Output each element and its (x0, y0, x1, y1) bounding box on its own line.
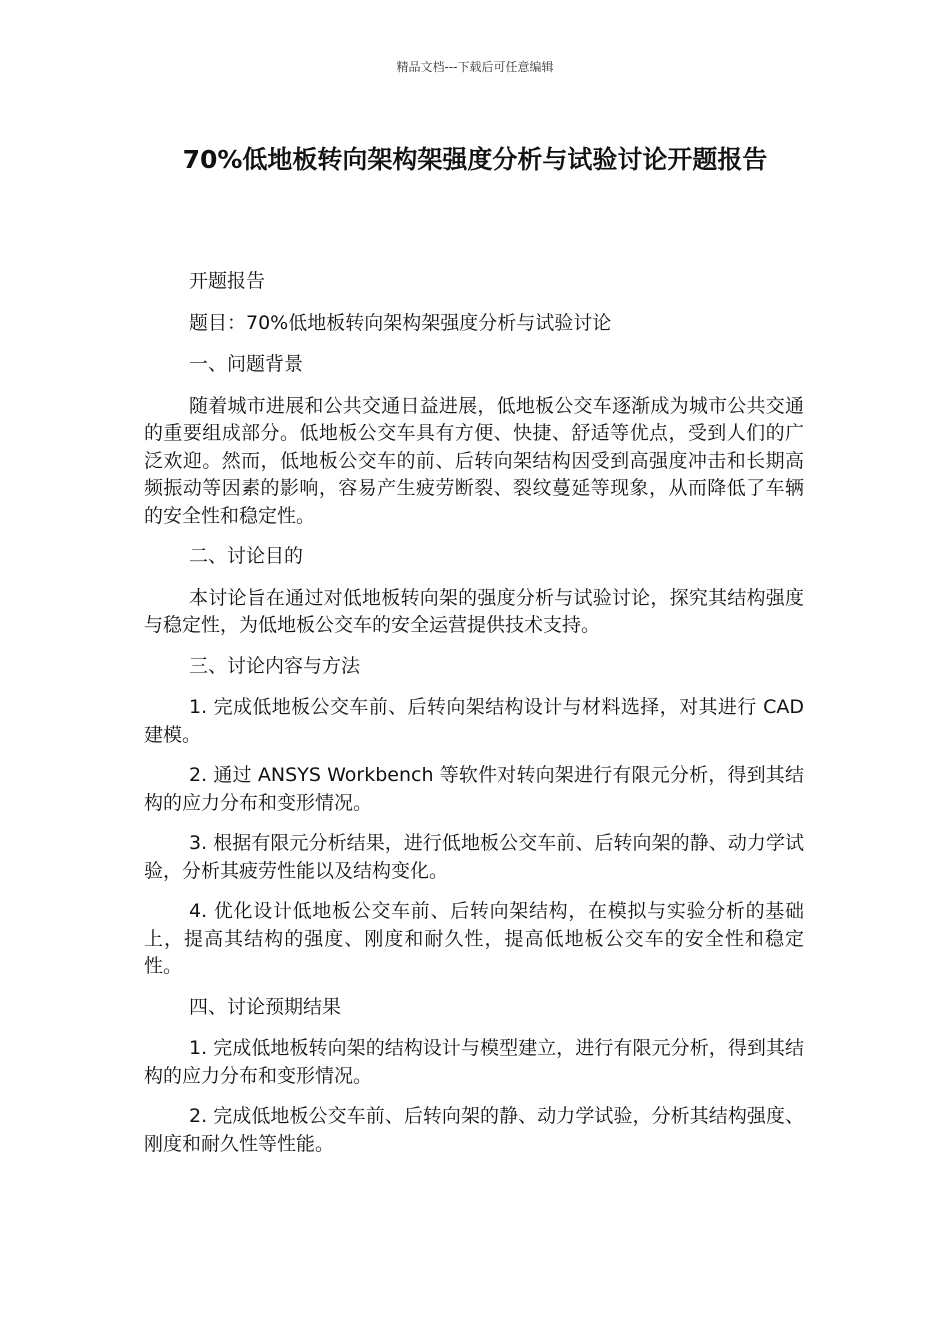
report-topic: 题目：70%低地板转向架构架强度分析与试验讨论 (189, 311, 612, 334)
section-paragraph-result-2: 2. 完成低地板公交车前、后转向架的静、动力学试验，分析其结构强度、刚度和耐久性等性能。 (144, 1105, 804, 1155)
section-paragraph-method-4: 4. 优化设计低地板公交车前、后转向架结构，在模拟与实验分析的基础上，提高其结构的强度、刚度和耐久性，提高低地板公交车的安全性和稳定性。 (144, 900, 804, 977)
section-heading-content-method: 三、讨论内容与方法 (189, 654, 361, 677)
section-paragraph-result-1: 1. 完成低地板转向架的结构设计与模型建立，进行有限元分析，得到其结构的应力分布和变形情况。 (144, 1037, 804, 1087)
section-heading-background: 一、问题背景 (189, 353, 304, 375)
document-title: 70%低地板转向架构架强度分析与试验讨论开题报告 (182, 145, 768, 174)
section-paragraph-method-3: 3. 根据有限元分析结果，进行低地板公交车前、后转向架的静、动力学试验，分析其疲劳性能以及结构变化。 (144, 832, 804, 882)
section-heading-purpose: 二、讨论目的 (189, 545, 304, 567)
section-paragraph-background: 随着城市进展和公共交通日益进展，低地板公交车逐渐成为城市公共交通的重要组成部分。低地板公交车具有方便、快捷、舒适等优点，受到人们的广泛欢迎。然而，低地板公交车的前、后转向架结构因受到高强度冲击和长期高频振动等因素的影响，容易产生疲劳断裂、裂纹蔓延等现象，从而降低了车辆的安全性和稳定性。 (144, 394, 804, 527)
report-label: 开题报告 (189, 270, 266, 292)
section-paragraph-purpose: 本讨论旨在通过对低地板转向架的强度分析与试验讨论，探究其结构强度与稳定性，为低地板公交车的安全运营提供技术支持。 (144, 586, 804, 636)
section-heading-expected-results: 四、讨论预期结果 (189, 995, 342, 1018)
section-paragraph-method-1: 1. 完成低地板公交车前、后转向架结构设计与材料选择，对其进行 CAD 建模。 (144, 696, 804, 746)
section-paragraph-method-2: 2. 通过 ANSYS Workbench 等软件对转向架进行有限元分析，得到其结构的应力分布和变形情况。 (144, 764, 804, 814)
document-body (144, 268, 804, 1171)
header-note: 精品文档---下载后可任意编辑 (396, 60, 554, 74)
